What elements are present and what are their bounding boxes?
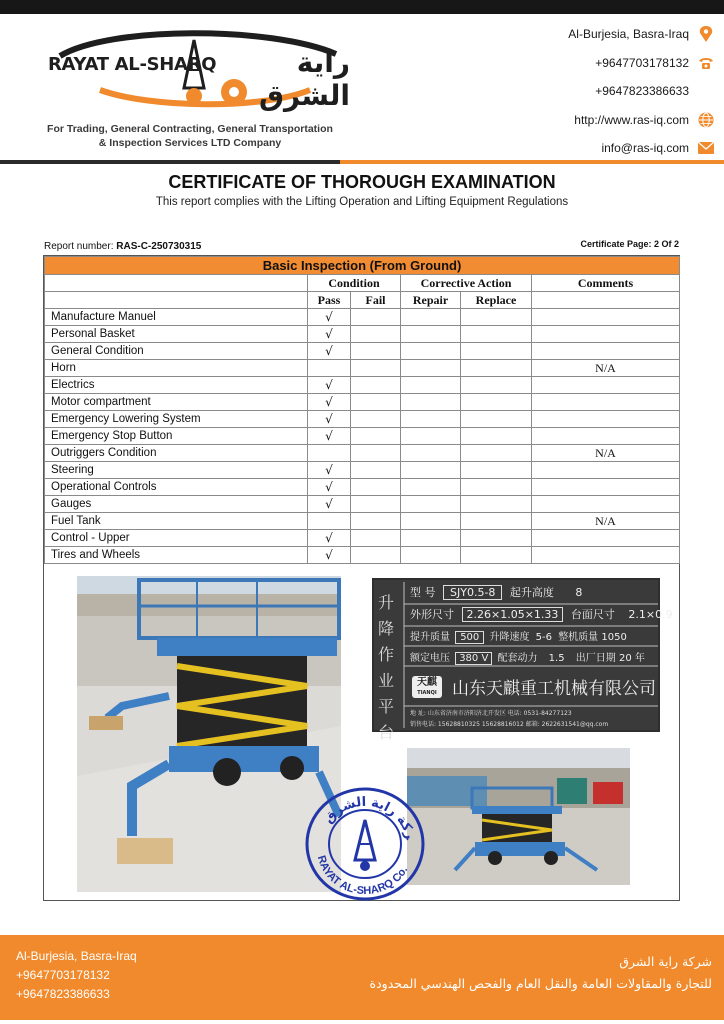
- plate-manufacturer: 山东天麒重工机械有限公司: [452, 679, 656, 699]
- plate-row-4: 额定电压 380 V 配套动力 1.5 出厂日期 20 年: [410, 653, 645, 664]
- row-item-label: Gauges: [45, 496, 308, 513]
- row-repair-mark: [401, 411, 461, 428]
- row-comment: [532, 343, 680, 360]
- row-replace-mark: [461, 326, 532, 343]
- row-comment: [532, 309, 680, 326]
- row-repair-mark: [401, 513, 461, 530]
- table-row: [45, 360, 680, 377]
- footer-contacts: [16, 947, 137, 1004]
- header-fail: Fail: [351, 292, 401, 309]
- row-replace-mark: [461, 343, 532, 360]
- row-pass-mark: √: [308, 394, 351, 411]
- table-row: [45, 513, 680, 530]
- company-stamp: [303, 784, 427, 902]
- photo-lift-on-site: [407, 748, 630, 885]
- row-comment: [532, 394, 680, 411]
- row-item-label: Personal Basket: [45, 326, 308, 343]
- row-pass-mark: [308, 513, 351, 530]
- row-comment: [532, 411, 680, 428]
- row-pass-mark: √: [308, 377, 351, 394]
- footer-address: Al-Burjesia, Basra-Iraq: [16, 949, 137, 963]
- header-divider-dark: [0, 160, 340, 164]
- row-item-label: Fuel Tank: [45, 513, 308, 530]
- row-fail-mark: [351, 445, 401, 462]
- table-row: [45, 377, 680, 394]
- row-fail-mark: [351, 343, 401, 360]
- row-fail-mark: [351, 309, 401, 326]
- footer-phone-1: +9647703178132: [16, 968, 110, 982]
- report-number-value: RAS-C-250730315: [116, 241, 202, 252]
- plate-side-text: 升降作业平台: [378, 593, 395, 742]
- stamp-top-text: ركة راية الشرق: [321, 794, 418, 842]
- globe-icon: [698, 112, 714, 128]
- row-repair-mark: [401, 547, 461, 564]
- table-section-title: Basic Inspection (From Ground): [45, 257, 680, 275]
- row-pass-mark: √: [308, 479, 351, 496]
- table-row: [45, 547, 680, 564]
- contact-email: [568, 134, 714, 163]
- document-title: CERTIFICATE OF THOROUGH EXAMINATION: [168, 172, 556, 192]
- row-item-label: Electrics: [45, 377, 308, 394]
- row-replace-mark: [461, 479, 532, 496]
- footer-arabic-line-2: للتجارة والمقاولات العامة والنقل العام والفحص الهندسي المحدودة: [369, 976, 712, 991]
- row-replace-mark: [461, 547, 532, 564]
- row-item-label: Tires and Wheels: [45, 547, 308, 564]
- row-replace-mark: [461, 411, 532, 428]
- inspection-table: [44, 256, 680, 564]
- contact-phone-2-text: +9647823386633: [595, 84, 689, 99]
- row-repair-mark: [401, 343, 461, 360]
- row-comment: [532, 326, 680, 343]
- footer-bar: [0, 935, 724, 1020]
- plate-brand-logo: 天麒 TIANQI: [412, 676, 442, 698]
- row-replace-mark: [461, 530, 532, 547]
- row-fail-mark: [351, 513, 401, 530]
- tagline-line-1: For Trading, General Contracting, General Transportation: [47, 123, 333, 135]
- row-fail-mark: [351, 326, 401, 343]
- stamp-bottom-text: RAYAT AL-SHARQ Co.: [314, 854, 411, 898]
- contact-phone-1: [568, 49, 714, 78]
- header-condition: Condition: [308, 275, 401, 292]
- inspection-rows: [45, 309, 680, 564]
- row-comment: N/A: [532, 360, 680, 377]
- row-repair-mark: [401, 479, 461, 496]
- row-comment: [532, 479, 680, 496]
- row-repair-mark: [401, 496, 461, 513]
- header-contacts: [568, 20, 714, 163]
- row-repair-mark: [401, 394, 461, 411]
- row-item-label: Emergency Lowering System: [45, 411, 308, 428]
- top-black-bar: [0, 0, 724, 14]
- row-fail-mark: [351, 411, 401, 428]
- table-row: [45, 496, 680, 513]
- row-item-label: Emergency Stop Button: [45, 428, 308, 445]
- table-row: [45, 530, 680, 547]
- row-comment: [532, 496, 680, 513]
- plate-row-2: 外形尺寸 2.26×1.05×1.33 台面尺寸 2.1×0.9: [410, 608, 673, 621]
- table-row: [45, 394, 680, 411]
- photo-scissor-lift: [77, 576, 341, 892]
- phone-icon: [698, 55, 714, 71]
- company-tagline: [40, 122, 340, 150]
- row-repair-mark: [401, 309, 461, 326]
- row-replace-mark: [461, 394, 532, 411]
- logo-text-english: RAYAT AL-SHARQ: [48, 54, 217, 75]
- contact-address-text: Al-Burjesia, Basra-Iraq: [568, 27, 689, 42]
- header-divider-orange: [340, 160, 724, 164]
- contact-phone-1-text: +9647703178132: [595, 55, 689, 70]
- header-pass: Pass: [308, 292, 351, 309]
- mail-icon: [698, 140, 714, 156]
- row-fail-mark: [351, 479, 401, 496]
- row-comment: N/A: [532, 513, 680, 530]
- row-item-label: Motor compartment: [45, 394, 308, 411]
- row-replace-mark: [461, 462, 532, 479]
- contact-website: [568, 106, 714, 135]
- header-repair: Repair: [401, 292, 461, 309]
- row-pass-mark: √: [308, 530, 351, 547]
- row-comment: [532, 547, 680, 564]
- row-fail-mark: [351, 496, 401, 513]
- row-comment: [532, 428, 680, 445]
- header-replace: Replace: [461, 292, 532, 309]
- row-replace-mark: [461, 445, 532, 462]
- table-row: [45, 326, 680, 343]
- row-item-label: Horn: [45, 360, 308, 377]
- row-replace-mark: [461, 496, 532, 513]
- header-corrective-action: Corrective Action: [401, 275, 532, 292]
- tagline-line-2: & Inspection Services LTD Company: [98, 137, 282, 149]
- row-fail-mark: [351, 530, 401, 547]
- row-item-label: General Condition: [45, 343, 308, 360]
- row-fail-mark: [351, 547, 401, 564]
- row-pass-mark: √: [308, 343, 351, 360]
- row-pass-mark: [308, 445, 351, 462]
- row-fail-mark: [351, 377, 401, 394]
- contact-address: [568, 20, 714, 49]
- contact-phone-2: [568, 77, 714, 106]
- row-fail-mark: [351, 428, 401, 445]
- row-comment: [532, 377, 680, 394]
- row-pass-mark: √: [308, 326, 351, 343]
- logo-text-arabic: راية الشرق: [258, 46, 350, 112]
- contact-website-text[interactable]: http://www.ras-iq.com: [574, 112, 689, 127]
- row-item-label: Control - Upper: [45, 530, 308, 547]
- footer-company-arabic: [370, 951, 712, 995]
- row-repair-mark: [401, 360, 461, 377]
- row-pass-mark: √: [308, 547, 351, 564]
- row-pass-mark: √: [308, 462, 351, 479]
- row-repair-mark: [401, 445, 461, 462]
- table-row: [45, 462, 680, 479]
- row-repair-mark: [401, 428, 461, 445]
- row-pass-mark: √: [308, 309, 351, 326]
- location-pin-icon: [698, 26, 714, 42]
- contact-email-text[interactable]: info@ras-iq.com: [601, 141, 689, 156]
- row-repair-mark: [401, 377, 461, 394]
- header-comments: Comments: [532, 275, 680, 292]
- report-number-label: Report number:: [44, 241, 114, 252]
- row-replace-mark: [461, 428, 532, 445]
- plate-address: 地 址: 山东省济南市济阳济北开发区 电话: 0531-84277123: [410, 710, 572, 717]
- photo-name-plate: [372, 578, 673, 742]
- footer-phone-2: +9647823386633: [16, 987, 110, 1001]
- table-row: [45, 428, 680, 445]
- row-pass-mark: √: [308, 496, 351, 513]
- table-row: [45, 479, 680, 496]
- row-item-label: Outriggers Condition: [45, 445, 308, 462]
- report-number: [44, 241, 201, 252]
- plate-row-1: 型 号 SJY0.5-8 起升高度 8: [410, 586, 583, 599]
- row-fail-mark: [351, 462, 401, 479]
- row-comment: [532, 462, 680, 479]
- row-repair-mark: [401, 530, 461, 547]
- row-fail-mark: [351, 360, 401, 377]
- table-row: [45, 411, 680, 428]
- row-pass-mark: √: [308, 411, 351, 428]
- row-item-label: Manufacture Manuel: [45, 309, 308, 326]
- row-pass-mark: [308, 360, 351, 377]
- row-repair-mark: [401, 326, 461, 343]
- table-row: [45, 309, 680, 326]
- table-row: [45, 445, 680, 462]
- certificate-page: Certificate Page: 2 Of 2: [580, 239, 679, 249]
- row-item-label: Operational Controls: [45, 479, 308, 496]
- plate-row-3: 提升质量 500 升降速度 5-6 整机质量 1050: [410, 632, 627, 643]
- plate-sales: 销售电话: 15628810325 15628816012 邮箱: 2622631541@qq.com: [410, 721, 609, 728]
- row-pass-mark: √: [308, 428, 351, 445]
- table-row: [45, 343, 680, 360]
- row-comment: [532, 530, 680, 547]
- row-comment: N/A: [532, 445, 680, 462]
- footer-arabic-line-1: شركة راية الشرق: [619, 954, 712, 969]
- row-fail-mark: [351, 394, 401, 411]
- row-replace-mark: [461, 360, 532, 377]
- row-repair-mark: [401, 462, 461, 479]
- document-subtitle: This report complies with the Lifting Operation and Lifting Equipment Regulations: [155, 196, 569, 208]
- row-item-label: Steering: [45, 462, 308, 479]
- row-replace-mark: [461, 513, 532, 530]
- row-replace-mark: [461, 309, 532, 326]
- row-replace-mark: [461, 377, 532, 394]
